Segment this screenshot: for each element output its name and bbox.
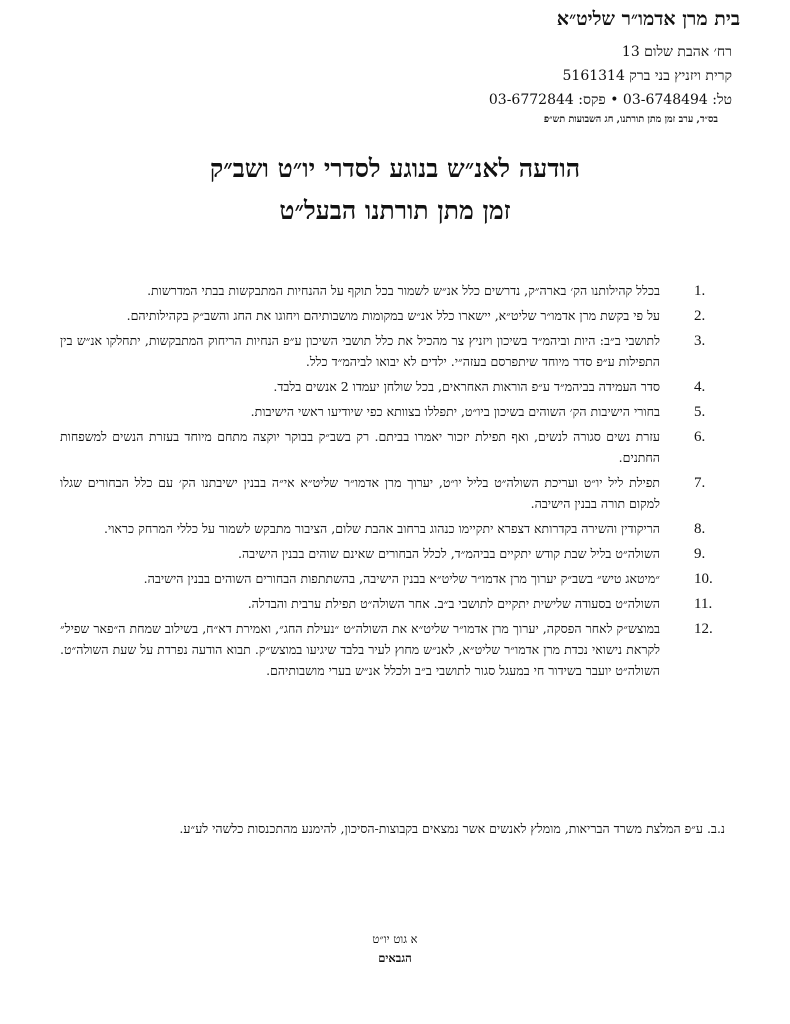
list-item-text: לתושבי ב״ב: היות וביהמ״ד בשיכון ויזניץ צר מהכיל את כלל תושבי השיכון ע״פ הנחיות הריחוק המתבקשות, יתחלקו אנ״ש בין התפילות ע״פ סדר מיוחד שיתפרסם בעזה״י. ילדים לא יבואו לביהמ״ד כלל.: [60, 333, 660, 369]
list-item-text: במוצש״ק לאחר הפסקה, יערוך מרן אדמו״ר שליט״א את השולה״ט ״נעילת החג״, ואמירת דא״ח, בשילוב שמחת ה״פאר שפיל״ לקראת נישואי נכדת מרן אדמו״ר שליט״א, לאנ״ש מחוץ לעיר בלבד שיגיעו במוצש״ק. תבוא הודעה נפרדת על שעת השולה״ט. השולה״ט יועבר בשידור חי במעגל סגור לתושבי ב״ב ולכלל אנ״ש בערי מושבותיהם.: [60, 621, 660, 678]
list-item-number: 7.: [694, 475, 706, 491]
letterhead-city: קרית ויזניץ בני ברק 5161314: [562, 68, 732, 84]
list-item-text: תפילת ליל יו״ט ועריכת השולה״ט בליל יו״ט, יערוך מרן אדמו״ר שליט״א אי״ה בבנין ישיבתנו הק׳ עם כלל הבחורים שגלו למקום תורה בבנין הישיבה.: [60, 475, 660, 511]
signoff: [0, 930, 790, 968]
list-item: [60, 330, 706, 372]
numbered-list: [60, 280, 713, 685]
letterhead-title: בית מרן אדמו״ר שליט״א: [556, 8, 740, 30]
letterhead-street: רח׳ אהבת שלום 13: [621, 44, 732, 60]
list-item: [60, 518, 706, 539]
list-item: [60, 568, 713, 589]
letterhead: [410, 6, 740, 112]
list-item-number: 6.: [694, 429, 706, 445]
list-item-number: 3.: [694, 333, 706, 349]
list-item-text: סדר העמידה בביהמ״ד ע״פ הוראות האחראים, בכל שולחן יעמדו 2 אנשים בלבד.: [273, 379, 660, 394]
list-item: [60, 376, 706, 397]
list-item-number: 5.: [694, 404, 706, 420]
list-item-text: ״מיטאג טיש״ בשב״ק יערוך מרן אדמו״ר שליט״א בבנין הישיבה, בהשתתפות הבחורים השוהים בבנין הישיבה.: [143, 571, 660, 586]
list-item: [60, 593, 713, 614]
list-item-number: 8.: [694, 521, 706, 537]
letterhead-contact: טל: 03-6748494 • פקס: 03-6772844: [488, 92, 732, 108]
list-item-number: 10.: [694, 571, 713, 587]
list-item: [60, 401, 706, 422]
postscript-note: נ.ב. ע״פ המלצת משרד הבריאות, מומלץ לאנשים אשר נמצאים בקבוצות-הסיכון, להימנע מהתכנסות כלשהי לע״ע.: [179, 821, 725, 836]
list-item-text: בחורי הישיבות הק׳ השוהים בשיכון ביו״ט, יתפללו בצוותא כפי שיודיעו ראשי הישיבות.: [250, 404, 660, 419]
headline: [0, 150, 790, 230]
list-item: [60, 618, 713, 681]
list-item-text: הריקודין והשירה בקדרותא דצפרא יתקיימו כנהוג ברחוב אהבת שלום, הציבור מתבקש לשמור על כללי המרחק כראוי.: [103, 521, 660, 536]
list-item-number: 2.: [694, 308, 706, 324]
list-item-text: בכלל קהילותנו הק׳ בארה״ק, נדרשים כלל אנ״ש לשמור בכל תוקף על ההנחיות המתבקשות בבתי המדרשות.: [147, 283, 660, 298]
list-item-text: על פי בקשת מרן אדמו״ר שליט״א, יישארו כלל אנ״ש במקומות מושבותיהם ויחוגו את החג והשב״ק בקהילותיהם.: [126, 308, 660, 323]
headline-line-1: הודעה לאנ״ש בנוגע לסדרי יו״ט ושב״ק: [209, 154, 581, 183]
signoff-greeting: א גוט יו״ט: [372, 932, 418, 946]
list-item: [60, 280, 706, 301]
list-item-number: 9.: [694, 546, 706, 562]
list-item-text: השולה״ט בליל שבת קודש יתקיים בביהמ״ד, לכלל הבחורים שאינם שוהים בבנין הישיבה.: [238, 546, 660, 561]
list-item-number: 4.: [694, 379, 706, 395]
list-item-text: עזרת נשים סגורה לנשים, ואף תפילת יזכור יאמרו בביתם. רק בשב״ק בבוקר יוקצה מתחם מיוחד בעזרת הנשים למשפחות החתנים.: [60, 429, 660, 465]
list-item: [60, 426, 706, 468]
list-item-number: 12.: [694, 621, 713, 637]
list-item: [60, 472, 706, 514]
list-item: [60, 543, 706, 564]
list-item-text: השולה״ט בסעודה שלישית יתקיים לתושבי ב״ב. אחר השולה״ט תפילת ערבית והבדלה.: [247, 596, 660, 611]
list-item-number: 1.: [694, 283, 706, 299]
signoff-signature: הגבאים: [378, 951, 412, 965]
list-item-number: 11.: [694, 596, 713, 612]
list-item: [60, 305, 706, 326]
headline-line-2: זמן מתן תורתנו הבעל״ט: [279, 196, 511, 225]
dateline: בס״ד, ערב זמן מתן תורתנו, חג השבועות תש״פ: [543, 114, 718, 125]
